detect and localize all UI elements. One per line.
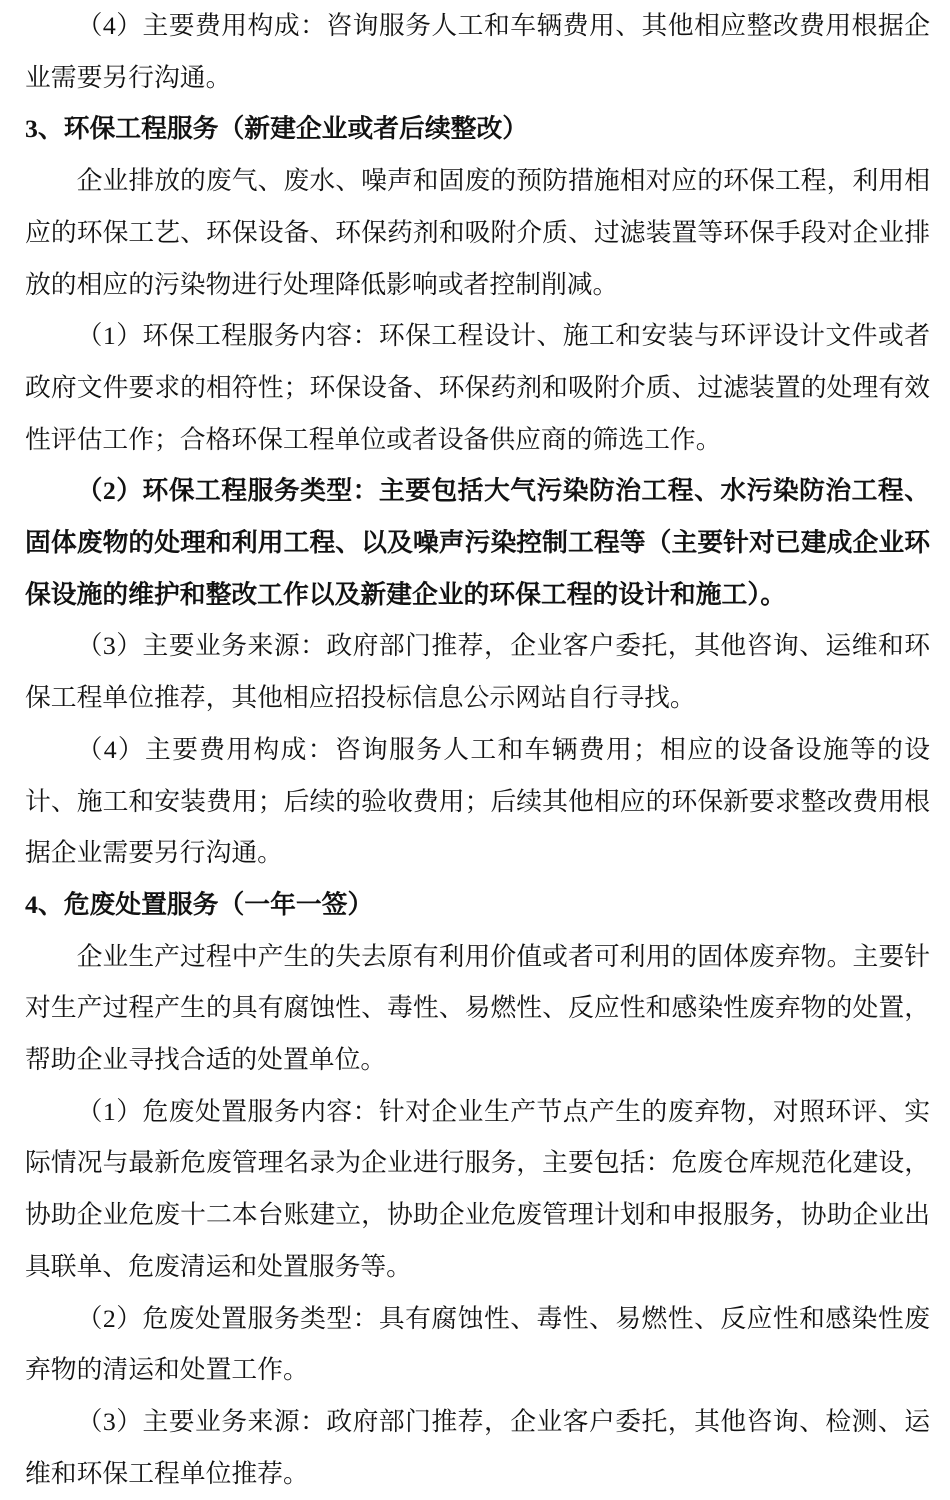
paragraph: （3）主要业务来源：政府部门推荐，企业客户委托，其他咨询、检测、运维和环保工程单位推荐。 <box>25 1406 930 1488</box>
paragraph: （1）危废处置服务内容：针对企业生产节点产生的废弃物，对照环评、实际情况与最新危废管理名录为企业进行服务，主要包括：危废仓库规范化建设，协助企业危废十二本台账建立，协助企业危废管理计划和申报服务，协助企业出具联单、危废清运和处置服务等。 <box>25 1096 930 1281</box>
section-heading: 3、环保工程服务（新建企业或者后续整改） <box>25 114 529 144</box>
paragraph: 企业排放的废气、废水、噪声和固废的预防措施相对应的环保工程，利用相应的环保工艺、环保设备、环保药剂和吸附介质、过滤装置等环保手段对企业排放的相应的污染物进行处理降低影响或者控制削减。 <box>25 166 930 299</box>
paragraph: （4）主要费用构成：咨询服务人工和车辆费用；相应的设备设施等的设计、施工和安装费用；后续的验收费用；后续其他相应的环保新要求整改费用根据企业需要另行沟通。 <box>25 734 930 868</box>
section-heading: 4、危废处置服务（一年一签） <box>25 889 374 919</box>
paragraph: （1）环保工程服务内容：环保工程设计、施工和安装与环评设计文件或者政府文件要求的相符性；环保设备、环保药剂和吸附介质、过滤装置的处理有效性评估工作；合格环保工程单位或者设备供应商的筛选工作。 <box>25 321 930 454</box>
paragraph: 企业生产过程中产生的失去原有利用价值或者可利用的固体废弃物。主要针对生产过程产生的具有腐蚀性、毒性、易燃性、反应性和感染性废弃物的处置，帮助企业寻找合适的处置单位。 <box>25 941 930 1075</box>
paragraph: （4）主要费用构成：咨询服务人工和车辆费用、其他相应整改费用根据企业需要另行沟通。 <box>25 11 930 92</box>
document-content <box>25 0 930 1499</box>
paragraph: （3）主要业务来源：政府部门推荐，企业客户委托，其他咨询、运维和环保工程单位推荐，其他相应招投标信息公示网站自行寻找。 <box>25 631 930 713</box>
paragraph: （2）危废处置服务类型：具有腐蚀性、毒性、易燃性、反应性和感染性废弃物的清运和处置工作。 <box>25 1303 930 1385</box>
paragraph: （2）环保工程服务类型：主要包括大气污染防治工程、水污染防治工程、固体废物的处理和利用工程、以及噪声污染控制工程等（主要针对已建成企业环保设施的维护和整改工作以及新建企业的环保工程的设计和施工）。 <box>25 476 930 609</box>
